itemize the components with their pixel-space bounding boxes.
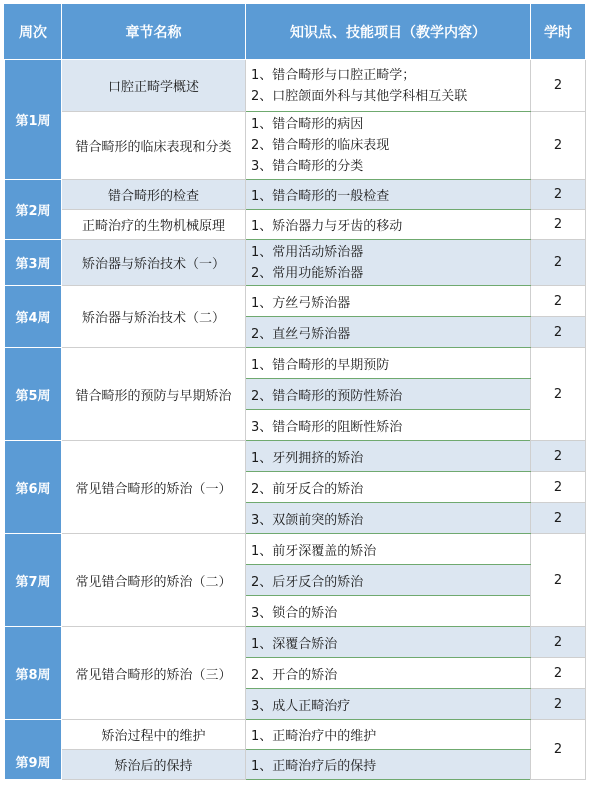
knowledge-point: 2、错合畸形的预防性矫治 xyxy=(246,379,531,410)
knowledge-point: 1、常用活动矫治器 xyxy=(251,244,364,260)
table-row xyxy=(5,348,586,379)
hours-cell: 2 xyxy=(531,658,586,689)
table-row xyxy=(5,534,586,565)
knowledge-point: 1、错合畸形的一般检查 xyxy=(246,180,531,210)
week-label: 第9周 xyxy=(5,720,62,780)
knowledge-point: 2、口腔颌面外科与其他学科相互关联 xyxy=(251,88,468,104)
knowledge-point: 3、错合畸形的阻断性矫治 xyxy=(246,410,531,441)
header-row xyxy=(5,5,586,60)
knowledge-point: 1、深覆合矫治 xyxy=(246,627,531,658)
table-row xyxy=(5,60,586,112)
knowledge-point: 3、成人正畸治疗 xyxy=(246,689,531,720)
chapter-name: 常见错合畸形的矫治（一） xyxy=(62,441,246,534)
knowledge-points xyxy=(246,240,531,286)
knowledge-point: 1、错合畸形的早期预防 xyxy=(246,348,531,379)
hours-cell: 2 xyxy=(531,441,586,472)
knowledge-point: 2、前牙反合的矫治 xyxy=(246,472,531,503)
knowledge-point: 1、错合畸形与口腔正畸学； xyxy=(251,67,416,83)
knowledge-point: 1、前牙深覆盖的矫治 xyxy=(246,534,531,565)
chapter-name: 矫治器与矫治技术（一） xyxy=(62,240,246,286)
week-label: 第7周 xyxy=(5,534,62,627)
week-label: 第2周 xyxy=(5,180,62,240)
knowledge-point: 1、正畸治疗后的保持 xyxy=(246,750,531,780)
knowledge-point: 3、双颌前突的矫治 xyxy=(246,503,531,534)
table-row xyxy=(5,286,586,317)
chapter-name: 常见错合畸形的矫治（二） xyxy=(62,534,246,627)
hours-cell: 2 xyxy=(531,240,586,286)
knowledge-point: 1、矫治器力与牙齿的移动 xyxy=(246,210,531,240)
hours-cell: 2 xyxy=(531,689,586,720)
syllabus-table xyxy=(4,4,586,780)
week-label: 第1周 xyxy=(5,60,62,180)
knowledge-point: 2、常用功能矫治器 xyxy=(251,265,364,281)
knowledge-point: 2、后牙反合的矫治 xyxy=(246,565,531,596)
table-row xyxy=(5,627,586,658)
table-row xyxy=(5,720,586,750)
chapter-name: 常见错合畸形的矫治（三） xyxy=(62,627,246,720)
hours-cell: 2 xyxy=(531,286,586,317)
table-row xyxy=(5,240,586,286)
chapter-name: 口腔正畸学概述 xyxy=(62,60,246,112)
knowledge-point: 1、牙列拥挤的矫治 xyxy=(246,441,531,472)
chapter-name: 错合畸形的预防与早期矫治 xyxy=(62,348,246,441)
knowledge-point: 2、开合的矫治 xyxy=(246,658,531,689)
hours-cell: 2 xyxy=(531,348,586,441)
table-row xyxy=(5,112,586,180)
header-hours: 学时 xyxy=(531,5,586,60)
knowledge-points xyxy=(246,112,531,180)
hours-cell: 2 xyxy=(531,210,586,240)
chapter-name: 矫治器与矫治技术（二） xyxy=(62,286,246,348)
hours-cell: 2 xyxy=(531,720,586,780)
header-content: 知识点、技能项目（教学内容） xyxy=(246,5,531,60)
hours-cell: 2 xyxy=(531,627,586,658)
hours-cell: 2 xyxy=(531,60,586,112)
hours-cell: 2 xyxy=(531,112,586,180)
hours-cell: 2 xyxy=(531,180,586,210)
knowledge-point: 2、直丝弓矫治器 xyxy=(246,317,531,348)
chapter-name: 错合畸形的临床表现和分类 xyxy=(62,112,246,180)
header-week: 周次 xyxy=(5,5,62,60)
hours-cell: 2 xyxy=(531,317,586,348)
knowledge-point: 1、错合畸形的病因 xyxy=(251,117,364,132)
chapter-name: 正畸治疗的生物机械原理 xyxy=(62,210,246,240)
hours-cell: 2 xyxy=(531,503,586,534)
table-row xyxy=(5,441,586,472)
knowledge-point: 3、错合畸形的分类 xyxy=(251,159,364,174)
week-label: 第4周 xyxy=(5,286,62,348)
hours-cell: 2 xyxy=(531,534,586,627)
week-label: 第8周 xyxy=(5,627,62,720)
table-row xyxy=(5,750,586,780)
week-label: 第6周 xyxy=(5,441,62,534)
table-row xyxy=(5,180,586,210)
knowledge-point: 1、正畸治疗中的维护 xyxy=(246,720,531,750)
chapter-name: 矫治过程中的维护 xyxy=(62,720,246,750)
knowledge-point: 2、错合畸形的临床表现 xyxy=(251,138,390,153)
knowledge-points xyxy=(246,60,531,112)
knowledge-point: 1、方丝弓矫治器 xyxy=(246,286,531,317)
table-row xyxy=(5,210,586,240)
chapter-name: 错合畸形的检查 xyxy=(62,180,246,210)
chapter-name: 矫治后的保持 xyxy=(62,750,246,780)
hours-cell: 2 xyxy=(531,472,586,503)
header-chapter: 章节名称 xyxy=(62,5,246,60)
week-label: 第3周 xyxy=(5,240,62,286)
knowledge-point: 3、锁合的矫治 xyxy=(246,596,531,627)
week-label: 第5周 xyxy=(5,348,62,441)
